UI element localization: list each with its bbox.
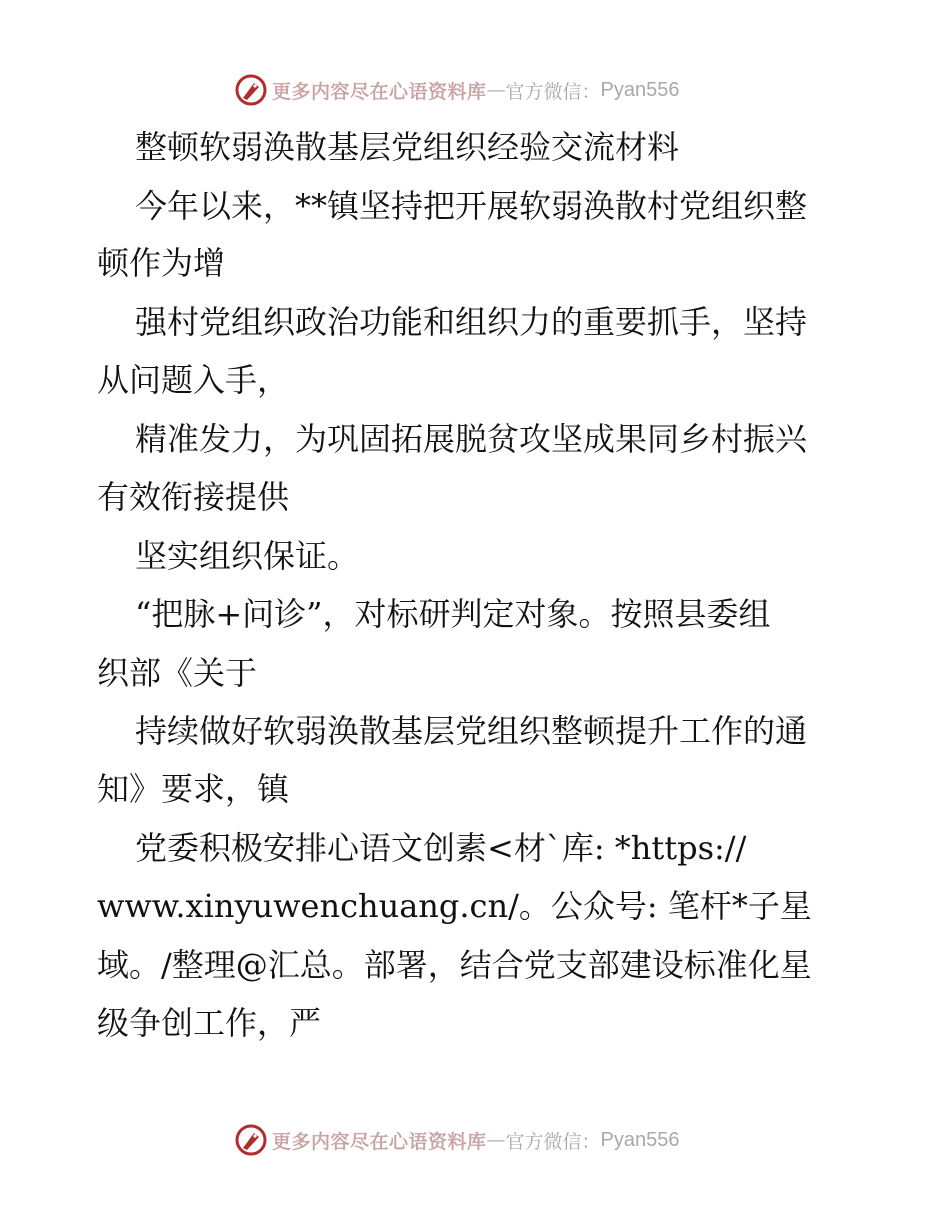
body-line: 织部《关于 [97, 654, 258, 692]
banner-library-text: 更多内容尽在心语资料库 [272, 1130, 487, 1153]
banner-separator: — [486, 1129, 506, 1151]
body-line: 精准发力，为巩固拓展脱贫攻坚成果同乡村振兴 [135, 420, 808, 458]
body-line: 强村党组织政治功能和组织力的重要抓手，坚持 [135, 303, 808, 341]
body-line: 今年以来，**镇坚持把开展软弱涣散村党组织整 [135, 187, 808, 225]
body-line: 知》要求，镇 [97, 770, 290, 808]
body-line: 党委积极安排心语文创素<材`库: *https:// [135, 829, 747, 867]
body-line: 持续做好软弱涣散基层党组织整顿提升工作的通 [135, 712, 808, 750]
banner-wechat-label: 官方微信： [505, 80, 601, 103]
body-line: 有效衔接提供 [97, 478, 290, 516]
banner-wechat-id: Pyan556 [600, 1128, 680, 1151]
banner-separator: — [486, 79, 506, 101]
banner-wechat-label: 官方微信： [505, 1130, 601, 1153]
body-line: 从问题入手， [97, 361, 290, 399]
body-line: 级争创工作，严 [97, 1004, 322, 1042]
pen-nib-logo-icon [234, 1123, 268, 1157]
body-line: 坚实组织保证。 [135, 537, 360, 575]
body-line: “把脉+问诊”，对标研判定对象。按照县委组 [135, 595, 771, 633]
banner-wechat-id: Pyan556 [600, 78, 680, 101]
body-line: 顿作为增 [97, 244, 226, 282]
body-line: www.xinyuwenchuang.cn/。公众号: 笔杆*子星 [97, 887, 812, 925]
banner-library-text: 更多内容尽在心语资料库 [272, 80, 487, 103]
document-title: 整顿软弱涣散基层党组织经验交流材料 [135, 128, 680, 166]
body-line: 域。/整理@汇总。部署，结合党支部建设标准化星 [97, 946, 812, 984]
header-watermark-banner [234, 72, 680, 108]
pen-nib-logo-icon [234, 73, 268, 107]
footer-watermark-banner [234, 1122, 680, 1158]
